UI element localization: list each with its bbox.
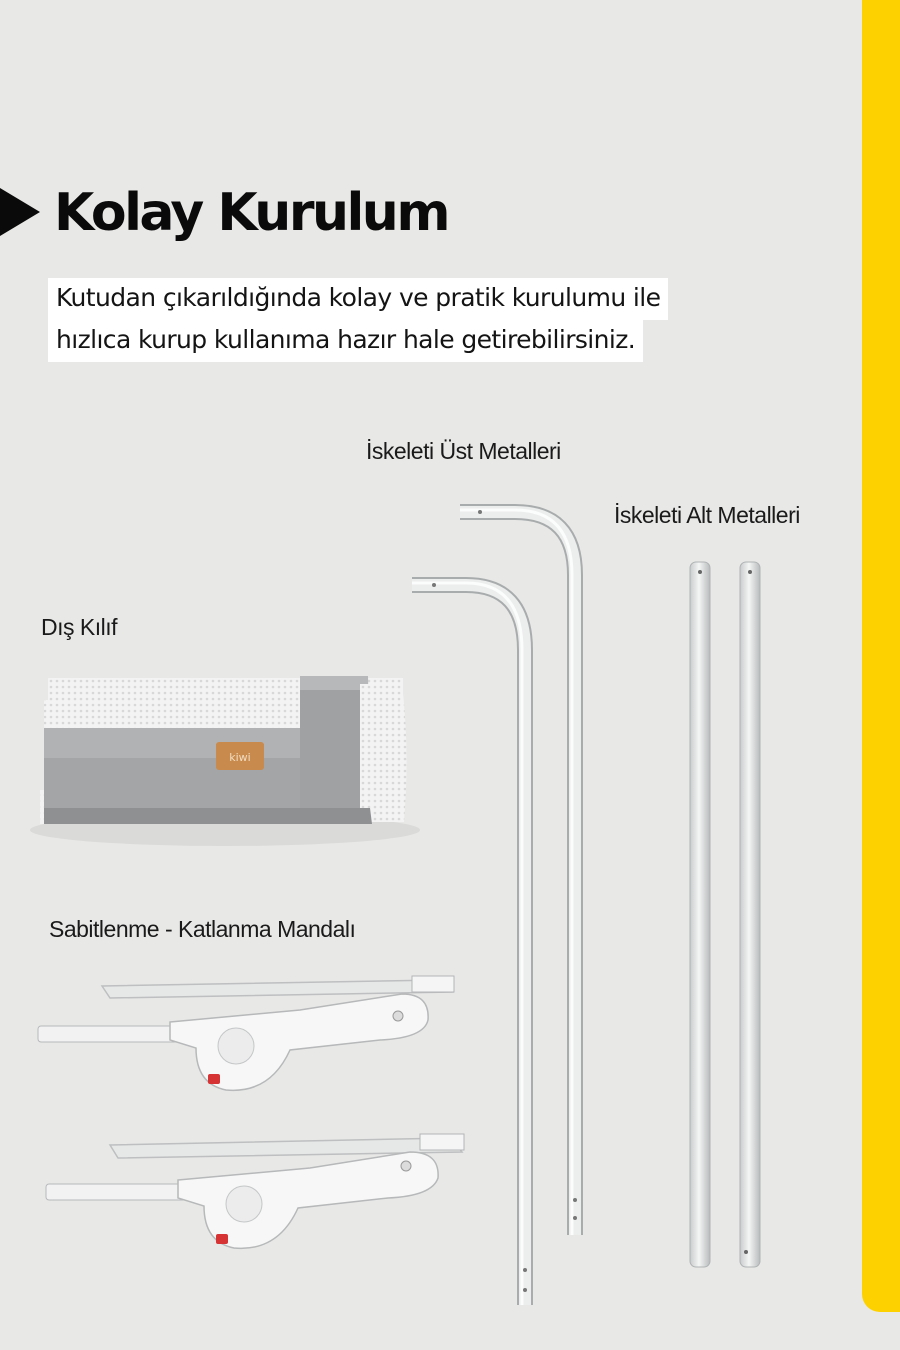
latch-image-2 [46,1134,464,1248]
upper-metals-label: İskeleti Üst Metalleri [366,438,561,464]
outer-cover-label: Dış Kılıf [41,614,118,640]
page-title: Kolay Kurulum [54,183,449,243]
outer-cover-image [30,676,420,846]
lower-metals-label: İskeleti Alt Metalleri [614,502,800,528]
lower-metal-pole-2 [740,562,760,1267]
description-line-1: Kutudan çıkarıldığında kolay ve pratik kurulumu ile [48,278,668,320]
latch-label: Sabitlenme - Katlanma Mandalı [49,916,356,942]
lower-metal-pole-1 [690,562,710,1267]
description-line-2: hızlıca kurup kullanıma hazır hale getirebilirsiniz. [48,320,643,362]
upper-metal-pole-1 [412,583,527,1305]
cover-tag-text: kiwi [229,751,251,764]
latch-image-1 [38,976,454,1090]
